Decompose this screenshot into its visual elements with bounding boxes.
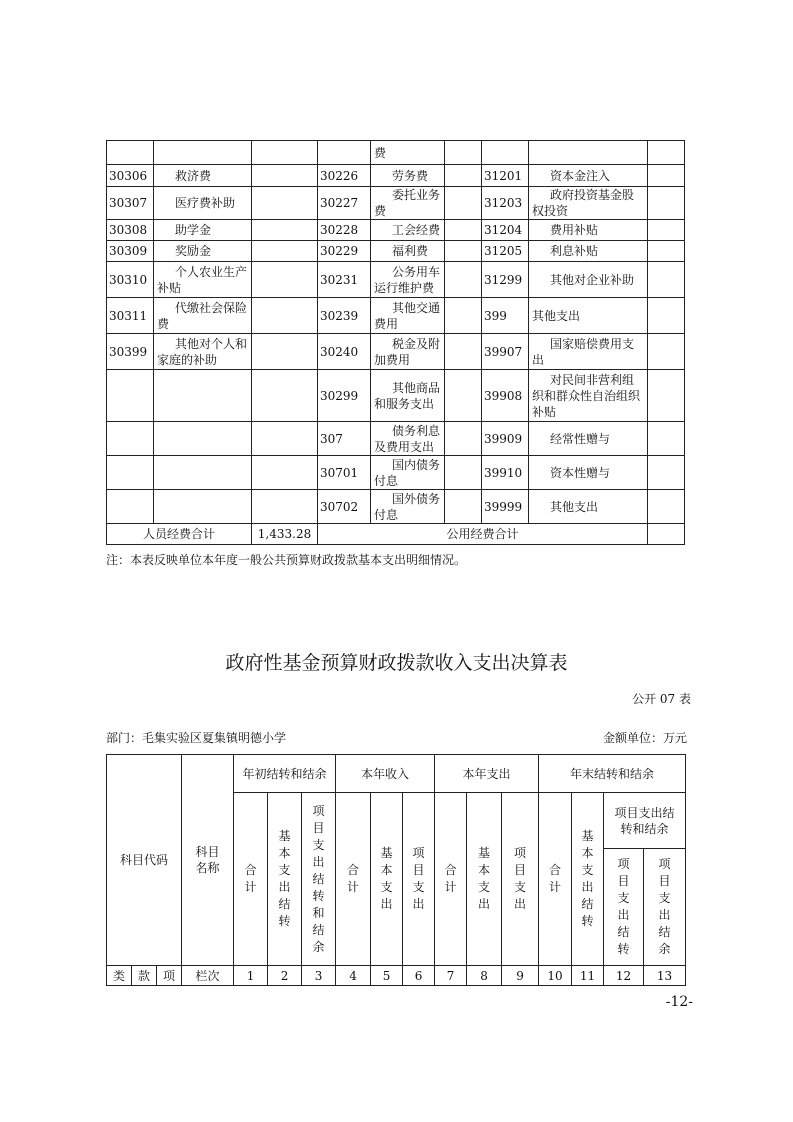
cell-name-1: 救济费 (154, 165, 252, 187)
cell-name-2: 国内债务付息 (371, 456, 445, 490)
cell-code-3: 31299 (482, 262, 529, 298)
cell-name-1 (154, 370, 252, 422)
cell-amount-1 (252, 187, 318, 220)
cell-name-3: 利息补贴 (529, 241, 648, 262)
cell-amount-1 (252, 262, 318, 298)
header-project-sub: 项目支出结转和结余 (604, 793, 686, 849)
col13-project-surplus: 项目支出结余 (644, 849, 686, 966)
cell-code-3: 31203 (482, 187, 529, 220)
cell-name-1: 个人农业生产补贴 (154, 262, 252, 298)
column-number-1: 1 (234, 966, 268, 986)
cell-amount-1 (252, 370, 318, 422)
cell-amount-3 (648, 456, 685, 490)
cell-amount-1 (252, 241, 318, 262)
cell-amount-3 (648, 187, 685, 220)
cell-name-3: 政府投资基金股权投资 (529, 187, 648, 220)
table-row (107, 370, 685, 422)
header-lanci: 栏次 (182, 966, 234, 986)
cell-amount-1 (252, 220, 318, 241)
col1-total: 合计 (234, 793, 268, 966)
cell-amount-1 (252, 422, 318, 456)
cell-name-2: 委托业务费 (371, 187, 445, 220)
col3-project-carry-surplus: 项目支出结转和结余 (302, 793, 336, 966)
table-row (107, 187, 685, 220)
column-number-5: 5 (371, 966, 403, 986)
public-total-value (648, 524, 685, 545)
cell-name-1: 其他对个人和家庭的补助 (154, 334, 252, 370)
cell-amount-2 (445, 456, 482, 490)
cell-name-3: 其他对企业补助 (529, 262, 648, 298)
page-number: -12- (665, 994, 693, 1010)
cell-amount-2 (445, 298, 482, 334)
cell-amount-2 (445, 370, 482, 422)
cell-name-1: 医疗费补助 (154, 187, 252, 220)
table1-footer-row (107, 524, 685, 545)
cell-name-2: 福利费 (371, 241, 445, 262)
header-kuan: 款 (132, 966, 157, 986)
cell-name-3: 其他支出 (529, 490, 648, 524)
cell-code-3: 31205 (482, 241, 529, 262)
column-number-row (107, 966, 686, 986)
cell-amount-1 (252, 490, 318, 524)
header-lei: 类 (107, 966, 132, 986)
cell-code-2: 30240 (318, 334, 371, 370)
cell-name-2: 公务用车运行维护费 (371, 262, 445, 298)
cell-name-1 (154, 141, 252, 165)
cell-amount-3 (648, 141, 685, 165)
column-number-13: 13 (644, 966, 686, 986)
cell-name-2: 其他商品和服务支出 (371, 370, 445, 422)
cell-code-2: 30229 (318, 241, 371, 262)
cell-code-2: 30227 (318, 187, 371, 220)
col10-total: 合计 (539, 793, 572, 966)
cell-amount-2 (445, 165, 482, 187)
cell-name-1 (154, 456, 252, 490)
cell-code-1 (107, 370, 154, 422)
cell-amount-3 (648, 298, 685, 334)
cell-amount-2 (445, 220, 482, 241)
table-row (107, 262, 685, 298)
cell-name-3: 对民间非营利组织和群众性自治组织补贴 (529, 370, 648, 422)
table1-note: 注：本表反映单位本年度一般公共预算财政拨款基本支出明细情况。 (106, 553, 467, 567)
cell-code-3: 31204 (482, 220, 529, 241)
cell-name-3: 费用补贴 (529, 220, 648, 241)
cell-name-1 (154, 490, 252, 524)
cell-code-2: 30701 (318, 456, 371, 490)
cell-amount-2 (445, 241, 482, 262)
cell-code-1 (107, 456, 154, 490)
cell-code-3 (482, 141, 529, 165)
public-total-label: 公用经费合计 (318, 524, 648, 545)
cell-code-3: 31201 (482, 165, 529, 187)
cell-code-3: 39908 (482, 370, 529, 422)
department-label: 部门：毛集实验区夏集镇明德小学 (106, 731, 287, 745)
section-title: 政府性基金预算财政拨款收入支出决算表 (225, 652, 568, 674)
cell-name-3: 其他支出 (529, 298, 648, 334)
cell-name-1: 助学金 (154, 220, 252, 241)
cell-code-2 (318, 141, 371, 165)
cell-code-3: 39910 (482, 456, 529, 490)
column-number-8: 8 (467, 966, 502, 986)
personnel-total-label: 人员经费合计 (107, 524, 252, 545)
cell-code-1: 30399 (107, 334, 154, 370)
cell-amount-1 (252, 456, 318, 490)
col5-basic-exp: 基本支出 (371, 793, 403, 966)
col8-basic-exp: 基本支出 (467, 793, 502, 966)
col12-project-carry: 项目支出结转 (604, 849, 644, 966)
cell-code-2: 30228 (318, 220, 371, 241)
col4-total: 合计 (336, 793, 371, 966)
cell-code-1: 30308 (107, 220, 154, 241)
cell-code-1 (107, 490, 154, 524)
cell-code-1: 30309 (107, 241, 154, 262)
cell-name-3: 经常性赠与 (529, 422, 648, 456)
cell-name-3: 国家赔偿费用支出 (529, 334, 648, 370)
table-row (107, 298, 685, 334)
cell-amount-3 (648, 490, 685, 524)
cell-amount-1 (252, 141, 318, 165)
col11-basic-carry: 基本支出结转 (572, 793, 604, 966)
government-fund-table (106, 754, 686, 986)
cell-amount-2 (445, 187, 482, 220)
header-subject-name: 科目名称 (182, 755, 234, 966)
column-number-7: 7 (435, 966, 467, 986)
cell-code-3: 39909 (482, 422, 529, 456)
cell-name-1 (154, 422, 252, 456)
table-row (107, 220, 685, 241)
cell-name-3 (529, 141, 648, 165)
cell-amount-3 (648, 220, 685, 241)
cell-amount-3 (648, 422, 685, 456)
cell-name-3: 资本金注入 (529, 165, 648, 187)
cell-code-1: 30306 (107, 165, 154, 187)
amount-unit-label: 金额单位：万元 (602, 731, 687, 745)
cell-amount-2 (445, 141, 482, 165)
column-number-3: 3 (302, 966, 336, 986)
header-current-expenditure: 本年支出 (435, 755, 539, 793)
header-beginning-balance: 年初结转和结余 (234, 755, 336, 793)
cell-amount-2 (445, 422, 482, 456)
cell-amount-1 (252, 165, 318, 187)
cell-amount-1 (252, 298, 318, 334)
cell-name-2: 费 (371, 141, 445, 165)
col9-project-exp: 项目支出 (502, 793, 539, 966)
col2-basic-carry: 基本支出结转 (268, 793, 302, 966)
cell-amount-1 (252, 334, 318, 370)
cell-amount-3 (648, 370, 685, 422)
column-number-2: 2 (268, 966, 302, 986)
header-xiang: 项 (157, 966, 182, 986)
cell-code-1 (107, 141, 154, 165)
cell-name-2: 税金及附加费用 (371, 334, 445, 370)
cell-code-3: 39999 (482, 490, 529, 524)
cell-name-2: 债务利息及费用支出 (371, 422, 445, 456)
cell-code-2: 30231 (318, 262, 371, 298)
cell-amount-3 (648, 165, 685, 187)
cell-code-2: 30226 (318, 165, 371, 187)
column-number-9: 9 (502, 966, 539, 986)
cell-code-1: 30307 (107, 187, 154, 220)
cell-name-3: 资本性赠与 (529, 456, 648, 490)
cell-amount-2 (445, 262, 482, 298)
table-row (107, 490, 685, 524)
cell-amount-2 (445, 334, 482, 370)
header-subject-code: 科目代码 (107, 755, 182, 966)
cell-name-2: 劳务费 (371, 165, 445, 187)
table-row (107, 165, 685, 187)
cell-name-2: 工会经费 (371, 220, 445, 241)
cell-code-1 (107, 422, 154, 456)
cell-amount-3 (648, 334, 685, 370)
col7-total: 合计 (435, 793, 467, 966)
header-current-income: 本年收入 (336, 755, 435, 793)
table-row (107, 241, 685, 262)
table-row (107, 456, 685, 490)
cell-name-2: 国外债务付息 (371, 490, 445, 524)
table-row (107, 334, 685, 370)
table-row (107, 422, 685, 456)
cell-code-2: 30239 (318, 298, 371, 334)
cell-code-2: 307 (318, 422, 371, 456)
basic-expenditure-detail-table (106, 140, 685, 545)
form-number: 公开 07 表 (632, 692, 691, 706)
cell-name-1: 奖励金 (154, 241, 252, 262)
cell-code-2: 30299 (318, 370, 371, 422)
cell-name-2: 其他交通费用 (371, 298, 445, 334)
cell-code-1: 30310 (107, 262, 154, 298)
cell-amount-3 (648, 241, 685, 262)
col6-project-exp: 项目支出 (403, 793, 435, 966)
column-number-11: 11 (572, 966, 604, 986)
cell-amount-2 (445, 490, 482, 524)
cell-code-1: 30311 (107, 298, 154, 334)
column-number-4: 4 (336, 966, 371, 986)
column-number-6: 6 (403, 966, 435, 986)
cell-code-3: 399 (482, 298, 529, 334)
cell-code-3: 39907 (482, 334, 529, 370)
personnel-total-value: 1,433.28 (252, 524, 318, 545)
cell-code-2: 30702 (318, 490, 371, 524)
column-number-12: 12 (604, 966, 644, 986)
cell-amount-3 (648, 262, 685, 298)
column-number-10: 10 (539, 966, 572, 986)
table-row (107, 141, 685, 165)
cell-name-1: 代缴社会保险费 (154, 298, 252, 334)
header-ending-balance: 年末结转和结余 (539, 755, 686, 793)
